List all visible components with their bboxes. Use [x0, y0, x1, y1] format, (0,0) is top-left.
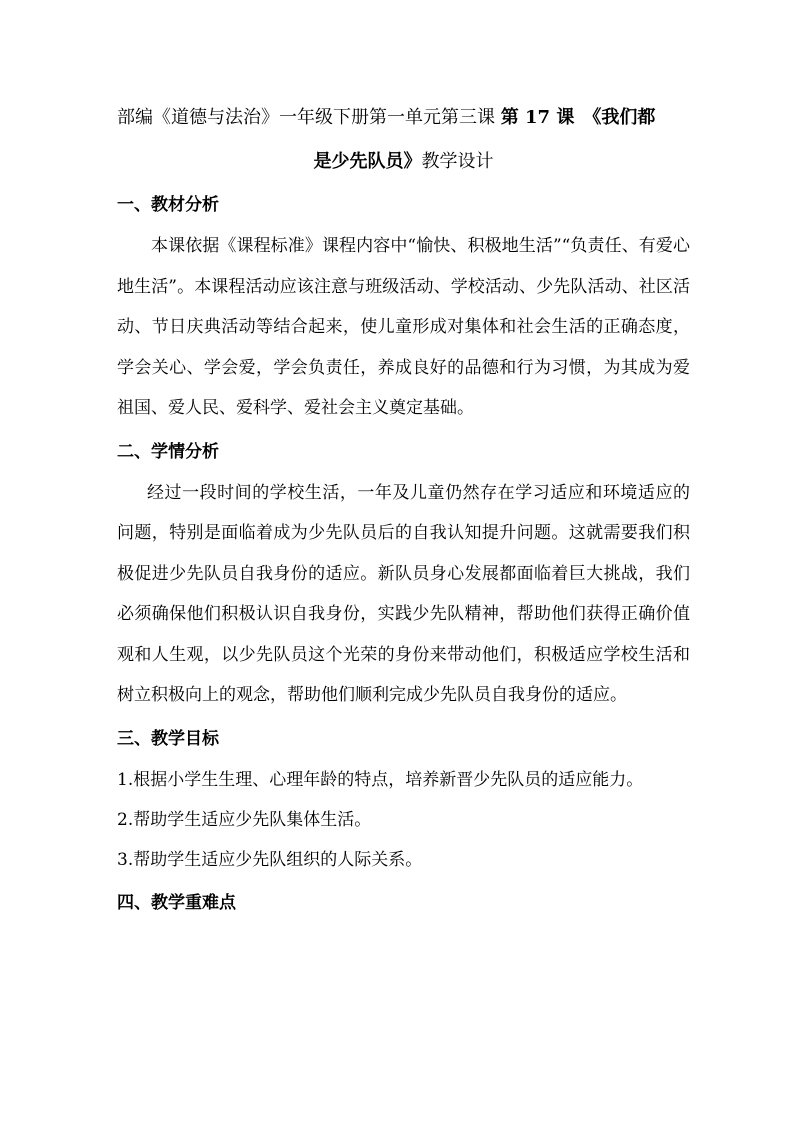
title-bold-part: 第 17 课 《我们都 [500, 107, 656, 128]
section-heading-key-points: 四、教学重难点 [117, 892, 236, 913]
goal-item: 2.帮助学生适应少先队集体生活。 [117, 809, 372, 830]
section-heading-student-analysis: 二、学情分析 [117, 441, 219, 462]
title-bold-part-2: 是少先队员》 [313, 151, 422, 172]
document-page [117, 96, 690, 924]
section-paragraph-student-analysis: 经过一段时间的学校生活，一年及儿童仍然存在学习适应和环境适应的问题，特别是面临着成为少先队员后的自我认知提升问题。这就需要我们积极促进少先队员自我身份的适应。新队员身心发展都面临着巨大挑战，我们必须确保他们积极认识自我身份，实践少先队精神，帮助他们获得正确价值观和人生观，以少先队员这个光荣的身份来带动他们，积极适应学校生活和树立积极向上的观念，帮助他们顺利完成少先队员自我身份的适应。 [117, 482, 690, 705]
document-title-line-2 [117, 140, 690, 184]
section-heading-textbook-analysis: 一、教材分析 [117, 195, 219, 215]
section-paragraph-textbook-analysis: 本课依据《课程标准》课程内容中“愉快、积极地生活”“负责任、有爱心地生活”。本课程活动应该注意与班级活动、学校活动、少先队活动、社区活动、节日庆典活动等结合起来，使儿童形成对集体和社会生活的正确态度，学会关心、学会爱，学会负责任，养成良好的品德和行为习惯，为其成为爱祖国、爱人民、爱科学、爱社会主义奠定基础。 [117, 236, 690, 418]
title-normal-part: 部编《道德与法治》一年级下册第一单元第三课 [117, 107, 501, 128]
title-normal-part-2: 教学设计 [421, 151, 494, 172]
goal-item: 3.帮助学生适应少先队组织的人际关系。 [117, 849, 423, 870]
document-title-line-1 [117, 96, 690, 140]
section-heading-teaching-goals: 三、教学目标 [117, 728, 219, 749]
goal-item: 1.根据小学生生理、心理年龄的特点，培养新晋少先队员的适应能力。 [117, 769, 644, 790]
